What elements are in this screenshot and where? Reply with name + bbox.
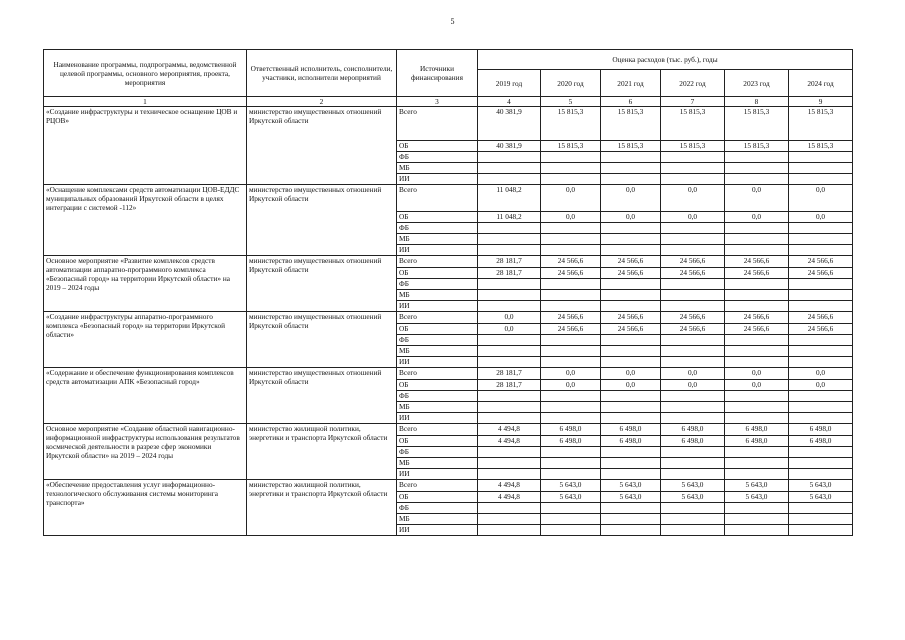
cost-value [789, 447, 853, 458]
cost-value: 5 643,0 [661, 480, 725, 492]
cost-value [601, 335, 661, 346]
column-number: 8 [725, 97, 789, 107]
cost-value [478, 290, 541, 301]
cost-value [478, 163, 541, 174]
cost-value [725, 447, 789, 458]
cost-value: 0,0 [725, 212, 789, 223]
header-executor: Ответственный исполнитель, соисполнители, участники, исполнители мероприятий [247, 50, 397, 97]
cost-value: 24 566,6 [789, 324, 853, 335]
cost-value: 0,0 [789, 185, 853, 212]
cost-value: 0,0 [661, 185, 725, 212]
funding-source: Всего [397, 368, 478, 380]
cost-value [478, 152, 541, 163]
cost-value: 0,0 [725, 185, 789, 212]
funding-source: ОБ [397, 436, 478, 447]
cost-value [541, 447, 601, 458]
cost-value [789, 514, 853, 525]
activity-name: Основное мероприятие «Создание областной навигационно-информационной инфраструктуры использования результатов космической деятельности в разрезе сфер экономики Иркутской области» на 2019 – 2024 годы [44, 424, 247, 480]
funding-source: ОБ [397, 380, 478, 391]
cost-value: 4 494,8 [478, 436, 541, 447]
cost-value [661, 301, 725, 312]
cost-value [725, 413, 789, 424]
funding-source: МБ [397, 458, 478, 469]
cost-value [725, 174, 789, 185]
cost-value [725, 223, 789, 234]
cost-value: 4 494,8 [478, 480, 541, 492]
cost-value: 6 498,0 [789, 424, 853, 436]
header-year: 2023 год [725, 70, 789, 97]
cost-value [725, 301, 789, 312]
funding-source: ФБ [397, 152, 478, 163]
cost-value: 24 566,6 [725, 268, 789, 279]
cost-value: 24 566,6 [661, 312, 725, 324]
cost-value: 15 815,3 [661, 141, 725, 152]
funding-source: МБ [397, 290, 478, 301]
cost-value [478, 525, 541, 536]
cost-value: 28 181,7 [478, 380, 541, 391]
cost-value [789, 346, 853, 357]
cost-value: 0,0 [541, 368, 601, 380]
cost-value: 0,0 [601, 368, 661, 380]
header-costs: Оценка расходов (тыс. руб.), годы [478, 50, 853, 70]
cost-value [541, 290, 601, 301]
cost-value: 24 566,6 [725, 256, 789, 268]
cost-value [541, 279, 601, 290]
page-number: 5 [450, 17, 455, 26]
cost-value [725, 335, 789, 346]
cost-value [661, 525, 725, 536]
cost-value [789, 301, 853, 312]
cost-value: 24 566,6 [601, 324, 661, 335]
cost-value [601, 290, 661, 301]
funding-source: ОБ [397, 141, 478, 152]
funding-source: ИИ [397, 301, 478, 312]
cost-value [541, 391, 601, 402]
cost-value: 11 048,2 [478, 185, 541, 212]
cost-value [725, 279, 789, 290]
cost-value [661, 503, 725, 514]
cost-value [725, 503, 789, 514]
funding-source: Всего [397, 107, 478, 141]
cost-value: 0,0 [725, 380, 789, 391]
cost-value [601, 223, 661, 234]
table-row [44, 185, 853, 212]
cost-value [661, 514, 725, 525]
cost-value [661, 163, 725, 174]
column-number: 9 [789, 97, 853, 107]
activity-name: «Создание инфраструктуры и техническое оснащение ЦОВ и РЦОВ» [44, 107, 247, 185]
cost-value: 0,0 [541, 380, 601, 391]
budget-table [43, 49, 853, 536]
funding-source: МБ [397, 402, 478, 413]
cost-value: 4 494,8 [478, 492, 541, 503]
activity-name: «Создание инфраструктуры аппаратно-программного комплекса «Безопасный город» на территории Иркутской области» [44, 312, 247, 368]
cost-value [541, 469, 601, 480]
column-number: 1 [44, 97, 247, 107]
cost-value [725, 234, 789, 245]
cost-value [789, 279, 853, 290]
header-name: Наименование программы, подпрограммы, ведомственной целевой программы, основного мероприятия, проекта, мероприятия [44, 50, 247, 97]
funding-source: МБ [397, 514, 478, 525]
cost-value [541, 402, 601, 413]
executor-name: министерство жилищной политики, энергетики и транспорта Иркутской области [247, 424, 397, 480]
cost-value [661, 346, 725, 357]
funding-source: МБ [397, 234, 478, 245]
cost-value: 0,0 [478, 324, 541, 335]
activity-name: «Обеспечение предоставления услуг информационно-технологического обслуживания системы мониторинга транспорта» [44, 480, 247, 536]
cost-value: 24 566,6 [541, 256, 601, 268]
cost-value [789, 357, 853, 368]
column-number: 5 [541, 97, 601, 107]
activity-name: «Оснащение комплексами средств автоматизации ЦОВ-ЕДДС муниципальных образований Иркутской области в целях интеграции с системой -112» [44, 185, 247, 256]
cost-value [541, 346, 601, 357]
header-year: 2020 год [541, 70, 601, 97]
cost-value [478, 503, 541, 514]
cost-value [478, 447, 541, 458]
column-number: 2 [247, 97, 397, 107]
column-numbers-row [44, 97, 853, 107]
cost-value [789, 163, 853, 174]
table-body [44, 107, 853, 536]
cost-value [725, 163, 789, 174]
cost-value: 5 643,0 [789, 492, 853, 503]
funding-source: ФБ [397, 223, 478, 234]
cost-value [541, 152, 601, 163]
cost-value [725, 357, 789, 368]
cost-value: 0,0 [601, 212, 661, 223]
cost-value [661, 290, 725, 301]
cost-value: 15 815,3 [661, 107, 725, 141]
funding-source: ОБ [397, 324, 478, 335]
cost-value [789, 223, 853, 234]
cost-value: 11 048,2 [478, 212, 541, 223]
cost-value [478, 402, 541, 413]
cost-value [789, 413, 853, 424]
executor-name: министерство имущественных отношений Иркутской области [247, 256, 397, 312]
cost-value [541, 301, 601, 312]
table-row [44, 368, 853, 380]
cost-value: 6 498,0 [601, 424, 661, 436]
cost-value [661, 279, 725, 290]
cost-value [789, 174, 853, 185]
funding-source: МБ [397, 163, 478, 174]
cost-value [478, 279, 541, 290]
cost-value [601, 503, 661, 514]
cost-value: 15 815,3 [789, 141, 853, 152]
cost-value [789, 335, 853, 346]
cost-value: 0,0 [601, 185, 661, 212]
cost-value: 28 181,7 [478, 368, 541, 380]
funding-source: ОБ [397, 212, 478, 223]
cost-value [541, 163, 601, 174]
cost-value: 6 498,0 [725, 436, 789, 447]
cost-value [661, 335, 725, 346]
cost-value [725, 458, 789, 469]
funding-source: ИИ [397, 413, 478, 424]
cost-value [789, 245, 853, 256]
cost-value: 0,0 [478, 312, 541, 324]
funding-source: ФБ [397, 391, 478, 402]
column-number: 7 [661, 97, 725, 107]
cost-value [601, 245, 661, 256]
cost-value: 24 566,6 [789, 268, 853, 279]
cost-value: 0,0 [661, 212, 725, 223]
executor-name: министерство имущественных отношений Иркутской области [247, 368, 397, 424]
funding-source: МБ [397, 346, 478, 357]
table-row [44, 480, 853, 492]
funding-source: ИИ [397, 174, 478, 185]
cost-value [478, 346, 541, 357]
cost-value [541, 514, 601, 525]
cost-value [789, 503, 853, 514]
cost-value [789, 469, 853, 480]
table-row [44, 256, 853, 268]
cost-value [541, 335, 601, 346]
cost-value: 5 643,0 [725, 480, 789, 492]
cost-value [541, 245, 601, 256]
cost-value: 5 643,0 [541, 480, 601, 492]
cost-value: 24 566,6 [601, 268, 661, 279]
cost-value: 5 643,0 [541, 492, 601, 503]
cost-value [661, 402, 725, 413]
executor-name: министерство жилищной политики, энергетики и транспорта Иркутской области [247, 480, 397, 536]
cost-value: 6 498,0 [601, 436, 661, 447]
cost-value [601, 234, 661, 245]
cost-value: 28 181,7 [478, 256, 541, 268]
cost-value: 24 566,6 [725, 312, 789, 324]
cost-value [601, 357, 661, 368]
cost-value [789, 402, 853, 413]
cost-value [601, 391, 661, 402]
cost-value [789, 458, 853, 469]
cost-value [478, 301, 541, 312]
cost-value: 15 815,3 [725, 141, 789, 152]
cost-value [478, 234, 541, 245]
cost-value [725, 290, 789, 301]
cost-value [789, 152, 853, 163]
cost-value [789, 234, 853, 245]
cost-value: 6 498,0 [661, 436, 725, 447]
cost-value: 6 498,0 [541, 424, 601, 436]
cost-value: 6 498,0 [541, 436, 601, 447]
cost-value: 5 643,0 [601, 492, 661, 503]
cost-value [478, 335, 541, 346]
cost-value: 6 498,0 [661, 424, 725, 436]
cost-value [601, 279, 661, 290]
header-source: Источники финансирования [397, 50, 478, 97]
funding-source: ИИ [397, 245, 478, 256]
cost-value [601, 525, 661, 536]
cost-value: 0,0 [661, 368, 725, 380]
activity-name: Основное мероприятие «Развитие комплексов средств автоматизации аппаратно-программного комплекса «Безопасный город» на территории Иркутской области» на 2019 – 2024 годы [44, 256, 247, 312]
cost-value [601, 346, 661, 357]
activity-name: «Содержание и обеспечение функционирования комплексов средств автоматизации АПК «Безопасный город» [44, 368, 247, 424]
cost-value: 24 566,6 [601, 312, 661, 324]
funding-source: Всего [397, 480, 478, 492]
table-row [44, 312, 853, 324]
cost-value: 24 566,6 [789, 256, 853, 268]
cost-value: 5 643,0 [725, 492, 789, 503]
funding-source: ИИ [397, 469, 478, 480]
table-row [44, 424, 853, 436]
cost-value [541, 223, 601, 234]
cost-value: 5 643,0 [789, 480, 853, 492]
cost-value [478, 245, 541, 256]
funding-source: ФБ [397, 503, 478, 514]
cost-value [725, 402, 789, 413]
funding-source: ИИ [397, 357, 478, 368]
cost-value [661, 413, 725, 424]
cost-value [478, 413, 541, 424]
cost-value [541, 458, 601, 469]
cost-value [661, 174, 725, 185]
cost-value: 15 815,3 [601, 107, 661, 141]
cost-value [601, 447, 661, 458]
cost-value: 15 815,3 [789, 107, 853, 141]
cost-value [601, 514, 661, 525]
cost-value: 24 566,6 [661, 268, 725, 279]
cost-value: 0,0 [789, 368, 853, 380]
cost-value [661, 234, 725, 245]
cost-value [478, 357, 541, 368]
cost-value [725, 152, 789, 163]
cost-value: 0,0 [601, 380, 661, 391]
cost-value [601, 469, 661, 480]
cost-value [601, 402, 661, 413]
cost-value [789, 391, 853, 402]
executor-name: министерство имущественных отношений Иркутской области [247, 185, 397, 256]
funding-source: ОБ [397, 268, 478, 279]
funding-source: ФБ [397, 335, 478, 346]
cost-value [725, 525, 789, 536]
cost-value: 24 566,6 [541, 324, 601, 335]
cost-value: 0,0 [725, 368, 789, 380]
executor-name: министерство имущественных отношений Иркутской области [247, 107, 397, 185]
cost-value [661, 223, 725, 234]
cost-value [541, 503, 601, 514]
cost-value [478, 469, 541, 480]
cost-value [478, 458, 541, 469]
cost-value: 24 566,6 [541, 312, 601, 324]
cost-value: 15 815,3 [725, 107, 789, 141]
table-row [44, 107, 853, 141]
cost-value [541, 174, 601, 185]
cost-value: 0,0 [789, 212, 853, 223]
cost-value [725, 245, 789, 256]
executor-name: министерство имущественных отношений Иркутской области [247, 312, 397, 368]
funding-source: Всего [397, 256, 478, 268]
cost-value: 0,0 [661, 380, 725, 391]
cost-value: 6 498,0 [725, 424, 789, 436]
cost-value [725, 514, 789, 525]
cost-value: 28 181,7 [478, 268, 541, 279]
cost-value [601, 174, 661, 185]
cost-value: 40 381,9 [478, 141, 541, 152]
cost-value [661, 447, 725, 458]
cost-value [661, 458, 725, 469]
cost-value [661, 357, 725, 368]
cost-value: 15 815,3 [541, 107, 601, 141]
funding-source: Всего [397, 424, 478, 436]
header-year: 2024 год [789, 70, 853, 97]
funding-source: ИИ [397, 525, 478, 536]
cost-value [478, 223, 541, 234]
cost-value: 0,0 [541, 185, 601, 212]
cost-value [601, 301, 661, 312]
funding-source: Всего [397, 185, 478, 212]
cost-value: 0,0 [789, 380, 853, 391]
cost-value [789, 525, 853, 536]
cost-value: 5 643,0 [661, 492, 725, 503]
column-number: 6 [601, 97, 661, 107]
cost-value [601, 152, 661, 163]
cost-value: 24 566,6 [661, 324, 725, 335]
cost-value [478, 391, 541, 402]
cost-value [541, 413, 601, 424]
funding-source: ФБ [397, 279, 478, 290]
header-year: 2021 год [601, 70, 661, 97]
cost-value [541, 525, 601, 536]
cost-value: 5 643,0 [601, 480, 661, 492]
cost-value [725, 346, 789, 357]
cost-value: 15 815,3 [541, 141, 601, 152]
cost-value: 24 566,6 [789, 312, 853, 324]
cost-value [541, 234, 601, 245]
cost-value [478, 514, 541, 525]
cost-value [541, 357, 601, 368]
cost-value [661, 245, 725, 256]
header-year: 2019 год [478, 70, 541, 97]
cost-value [725, 469, 789, 480]
cost-value: 4 494,8 [478, 424, 541, 436]
cost-value: 24 566,6 [661, 256, 725, 268]
cost-value [661, 391, 725, 402]
cost-value [601, 413, 661, 424]
cost-value: 24 566,6 [541, 268, 601, 279]
cost-value: 6 498,0 [789, 436, 853, 447]
column-number: 4 [478, 97, 541, 107]
funding-source: ОБ [397, 492, 478, 503]
cost-value [789, 290, 853, 301]
table-header [44, 50, 853, 107]
funding-source: Всего [397, 312, 478, 324]
cost-value: 0,0 [541, 212, 601, 223]
cost-value [725, 391, 789, 402]
column-number: 3 [397, 97, 478, 107]
cost-value: 24 566,6 [725, 324, 789, 335]
cost-value: 15 815,3 [601, 141, 661, 152]
cost-value [661, 469, 725, 480]
cost-value [478, 174, 541, 185]
funding-source: ФБ [397, 447, 478, 458]
cost-value [601, 458, 661, 469]
header-year: 2022 год [661, 70, 725, 97]
cost-value [601, 163, 661, 174]
cost-value: 40 381,9 [478, 107, 541, 141]
cost-value: 24 566,6 [601, 256, 661, 268]
cost-value [661, 152, 725, 163]
